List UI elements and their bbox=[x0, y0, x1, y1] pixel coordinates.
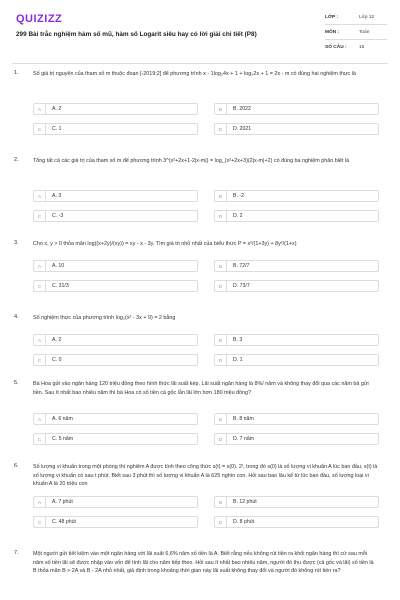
option-text: D. 2021 bbox=[233, 126, 252, 132]
option-letter: B bbox=[215, 497, 227, 507]
option-a[interactable] bbox=[33, 190, 198, 202]
option-a[interactable] bbox=[33, 103, 198, 115]
question-number: 3. bbox=[14, 240, 19, 246]
option-text: B. 12 phút bbox=[233, 499, 257, 505]
option-letter: D bbox=[215, 124, 227, 134]
option-letter: C bbox=[34, 211, 46, 221]
option-letter: D bbox=[215, 211, 227, 221]
meta-row-count bbox=[325, 40, 387, 55]
option-letter: B bbox=[215, 335, 227, 345]
question-number: 5. bbox=[14, 380, 19, 386]
option-text: A. 2 bbox=[52, 337, 62, 343]
question-text: Số giá trị nguyên của tham số m thuộc đoạn [-2019;2] để phương trình x - 1log₃4x + 1 + log₅2x + 1 = 2x - m có đúng hai nghiệm thực là bbox=[33, 71, 356, 77]
logo: QUIZIZZ bbox=[16, 13, 63, 25]
option-d[interactable] bbox=[214, 433, 379, 445]
option-b[interactable] bbox=[214, 260, 379, 272]
option-letter: D bbox=[215, 517, 227, 527]
option-a[interactable] bbox=[33, 334, 198, 346]
meta-table bbox=[325, 10, 387, 55]
option-letter: C bbox=[34, 517, 46, 527]
option-letter: C bbox=[34, 124, 46, 134]
count-label: SỐ CÂU : bbox=[325, 45, 347, 50]
question-text: Cho x, y > 0 thỏa mãn log((x+2y)/(xy)) = xy - x - 3y. Tìm giá trị nhỏ nhất của biểu thức P = x²/(1+3y) + 8y²/(1+x) bbox=[33, 241, 297, 247]
option-text: A. 7 phút bbox=[52, 499, 73, 505]
option-text: C. 1 bbox=[52, 126, 62, 132]
option-b[interactable] bbox=[214, 190, 379, 202]
option-letter: A bbox=[34, 497, 46, 507]
option-text: D. 7 năm bbox=[233, 436, 255, 442]
option-d[interactable] bbox=[214, 210, 379, 222]
option-text: C. -3 bbox=[52, 213, 64, 219]
grade-value: Lớp 12 bbox=[359, 14, 375, 20]
option-letter: D bbox=[215, 281, 227, 291]
question-number: 7. bbox=[14, 550, 19, 556]
option-letter: A bbox=[34, 191, 46, 201]
option-b[interactable] bbox=[214, 103, 379, 115]
option-c[interactable] bbox=[33, 354, 198, 366]
option-text: B. 2022 bbox=[233, 106, 251, 112]
meta-row-subject bbox=[325, 25, 387, 40]
count-value: 15 bbox=[359, 45, 365, 50]
question-text: Một người gửi tiết kiệm vào một ngân hàng với lãi suất 6,6% năm số tiền là A. Biết rằng nếu không rút tiền ra khỏi ngân hàng thì cứ sau mỗi năm số tiền lãi sẽ được nhập vào vốn để tính lãi cho năm tiếp theo. Hỏi sau ít nhất bao nhiêu năm, người đó thu được (cả gốc và lãi) số tiền là B thỏa mãn B > 2A và B - 2A nhỏ nhất, giả định trong khoảng thời gian này lãi suất không thay đổi và người đó không rút tiền ra? bbox=[33, 551, 374, 574]
question-number: 4. bbox=[14, 314, 19, 320]
option-text: D. 8 phút bbox=[233, 519, 255, 525]
option-letter: A bbox=[34, 104, 46, 114]
option-text: B. 3 bbox=[233, 337, 243, 343]
option-text: D. 1 bbox=[233, 357, 243, 363]
option-text: A. 3 bbox=[52, 193, 62, 199]
option-letter: C bbox=[34, 434, 46, 444]
option-letter: B bbox=[215, 414, 227, 424]
option-b[interactable] bbox=[214, 334, 379, 346]
option-a[interactable] bbox=[33, 413, 198, 425]
option-b[interactable] bbox=[214, 413, 379, 425]
option-d[interactable] bbox=[214, 516, 379, 528]
option-letter: A bbox=[34, 261, 46, 271]
option-text: A. 6 năm bbox=[52, 416, 73, 422]
option-text: D. 2 bbox=[233, 213, 243, 219]
option-a[interactable] bbox=[33, 496, 198, 508]
question-number: 2. bbox=[14, 157, 19, 163]
option-letter: C bbox=[34, 281, 46, 291]
option-letter: D bbox=[215, 355, 227, 365]
subject-label: MÔN : bbox=[325, 29, 340, 35]
option-text: C. 48 phút bbox=[52, 519, 76, 525]
question-number: 1. bbox=[14, 70, 19, 76]
question-text: Số nghiệm thực của phương trình log₃(x² - 3x + 9) = 2 bằng bbox=[33, 315, 176, 321]
grade-label: LỚP : bbox=[325, 14, 339, 20]
option-c[interactable] bbox=[33, 280, 198, 292]
option-letter: A bbox=[34, 414, 46, 424]
question-text: Tổng tất cả các giá trị của tham số m để phương trình 3^(x²+2x+1-2|x-m|) = log_(x²+2x+3)(2|x-m|+2) có đúng ba nghiệm phân biệt là bbox=[33, 158, 350, 164]
option-text: C. 31/3 bbox=[52, 283, 69, 289]
option-letter: B bbox=[215, 261, 227, 271]
option-letter: B bbox=[215, 191, 227, 201]
option-text: D. 73/7 bbox=[233, 283, 250, 289]
option-d[interactable] bbox=[214, 280, 379, 292]
option-c[interactable] bbox=[33, 433, 198, 445]
header-divider bbox=[12, 63, 388, 64]
document-title: 299 Bài trắc nghiệm hàm số mũ, hàm số Logarit siêu hay có lời giải chi tiết (P8) bbox=[16, 31, 257, 38]
option-c[interactable] bbox=[33, 516, 198, 528]
question-number: 6. bbox=[14, 463, 19, 469]
meta-row-grade bbox=[325, 10, 387, 25]
option-letter: A bbox=[34, 335, 46, 345]
option-letter: D bbox=[215, 434, 227, 444]
option-c[interactable] bbox=[33, 210, 198, 222]
option-text: B. 8 năm bbox=[233, 416, 254, 422]
subject-value: Toán bbox=[359, 29, 370, 35]
option-d[interactable] bbox=[214, 123, 379, 135]
option-text: B. 72/7 bbox=[233, 263, 250, 269]
option-letter: C bbox=[34, 355, 46, 365]
header bbox=[0, 0, 400, 64]
question-text: Bà Hoa gửi vào ngân hàng 120 triệu đồng theo hình thức lãi suất kép. Lãi suất ngân hàng là 8%/ năm và không thay đổi qua các năm bà gửi tiền. Sau ít nhất bao nhiêu năm thì bà Hoa có số tiền cả gốc lẫn lãi lớn hơn 180 triệu đồng? bbox=[33, 381, 369, 396]
option-a[interactable] bbox=[33, 260, 198, 272]
option-c[interactable] bbox=[33, 123, 198, 135]
option-text: C. 5 năm bbox=[52, 436, 74, 442]
option-b[interactable] bbox=[214, 496, 379, 508]
option-letter: B bbox=[215, 104, 227, 114]
option-text: C. 0 bbox=[52, 357, 62, 363]
option-text: A. 2 bbox=[52, 106, 62, 112]
question-text: Số lượng vi khuẩn trong một phòng thí nghiệm A được tính theo công thức s(t) = s(0). 2ᵗ, trong đó s(0) là số lượng vi khuẩn A lúc ban đầu, s(t) là số lượng vi khuẩn có sau t phút. Biết sau 3 phút thì số lượng vi khuẩn A là 625 nghìn con. Hỏi sau bao lâu kể từ lúc ban đầu, số lượng loại vi khuẩn A là 20 triệu con bbox=[33, 464, 378, 487]
option-text: B. -2 bbox=[233, 193, 244, 199]
option-text: A. 10 bbox=[52, 263, 65, 269]
option-d[interactable] bbox=[214, 354, 379, 366]
